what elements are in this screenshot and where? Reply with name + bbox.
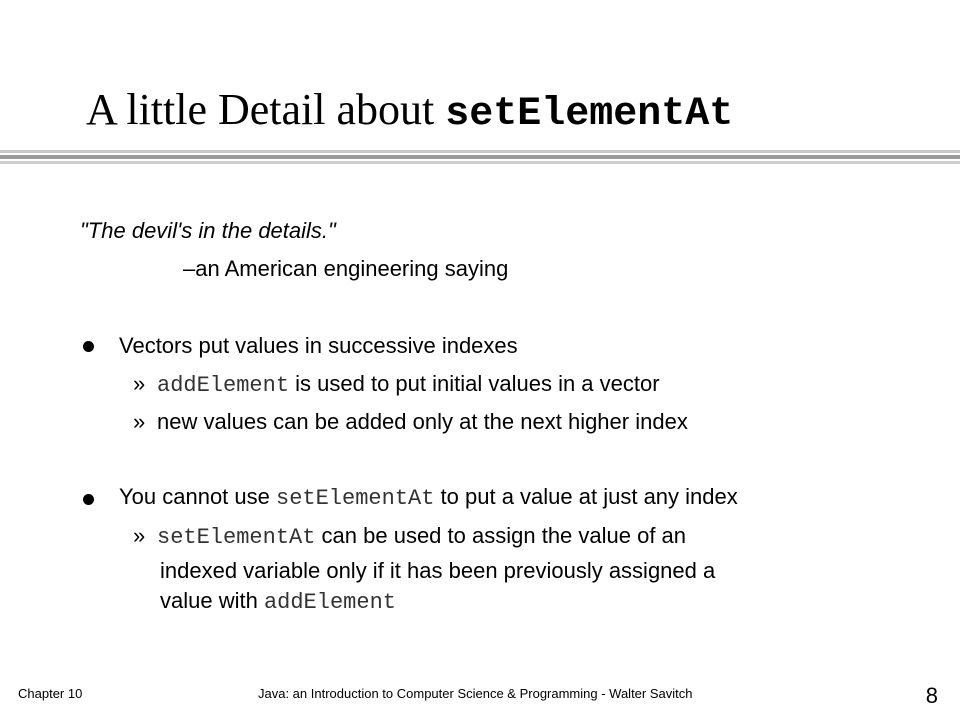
sub-text: can be used to assign the value of an (315, 523, 687, 548)
slide-title-code: setElementAt (445, 92, 734, 137)
bullet-1 (119, 333, 518, 359)
bullet-2-code: setElementAt (276, 486, 435, 511)
title-divider-middle (0, 155, 960, 159)
slide-title-text: A little Detail about (86, 85, 446, 134)
bullet-2-text-after: to put a value at just any index (434, 484, 738, 509)
sub-marker: » (133, 523, 146, 548)
bullet-2-sub-1-line3 (160, 588, 396, 615)
title-divider-bottom (0, 161, 960, 164)
bullet-1-sub-2 (133, 409, 688, 435)
bullet-2-sub-1 (133, 523, 686, 550)
bullet-dot-icon (83, 494, 94, 505)
quote: "The devil's in the details." (80, 218, 336, 243)
sub-code: setElementAt (157, 525, 316, 550)
bullet-dot-icon (83, 341, 94, 352)
bullet-2-text-before: You cannot use (119, 484, 276, 509)
quote-attribution: –an American engineering saying (183, 256, 509, 281)
sub-marker: » (133, 409, 146, 434)
bullet-2-sub-1-line2: indexed variable only if it has been previously assigned a (160, 558, 716, 583)
title-divider-top (0, 150, 960, 153)
sub-text: is used to put initial values in a vector (289, 371, 660, 396)
footer-chapter: Chapter 10 (18, 686, 83, 701)
bullet-1-text: Vectors put values in successive indexes (119, 333, 518, 358)
bullet-2 (119, 484, 738, 511)
page-number: 8 (925, 683, 938, 708)
slide-title (86, 80, 733, 145)
bullet-1-sub-1 (133, 371, 660, 398)
footer-book-title: Java: an Introduction to Computer Science & Programming - Walter Savitch (258, 686, 693, 701)
sub-text: new values can be added only at the next higher index (157, 409, 688, 434)
sub-text: value with (160, 588, 264, 613)
sub-code: addElement (263, 590, 396, 615)
sub-marker: » (133, 371, 146, 396)
sub-code: addElement (157, 373, 290, 398)
